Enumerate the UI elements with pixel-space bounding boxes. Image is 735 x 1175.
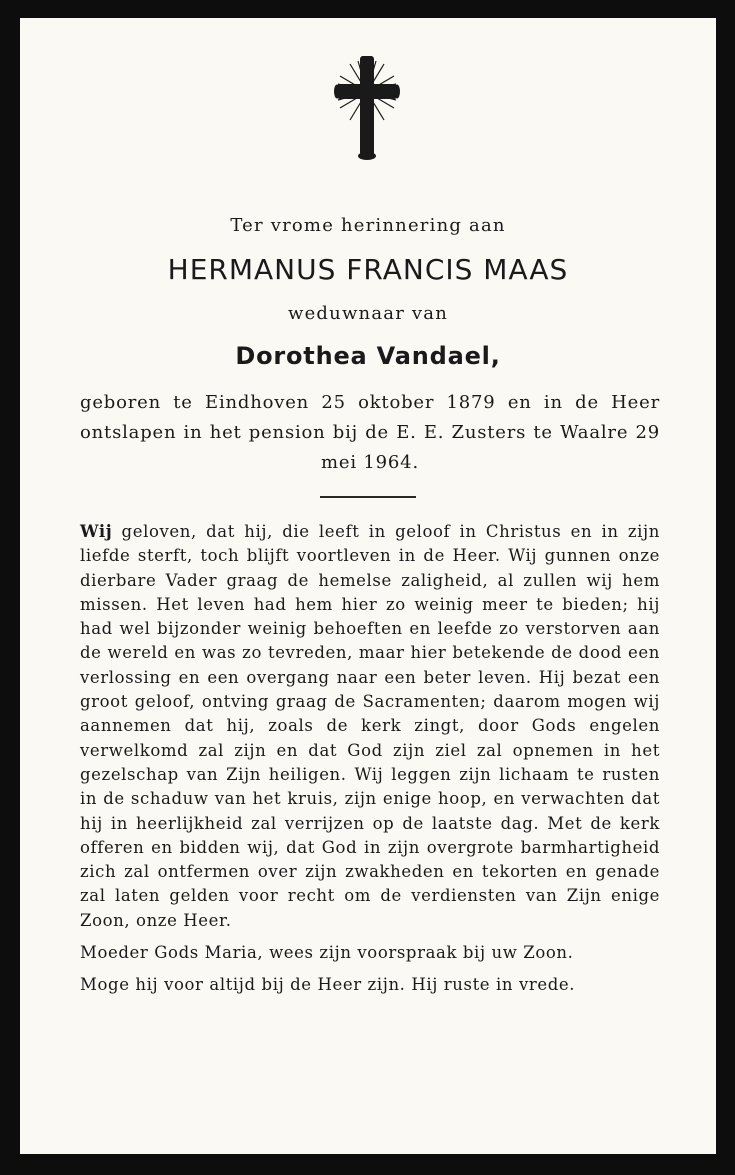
memorial-text xyxy=(80,520,660,1006)
paragraph-2: Moeder Gods Maria, wees zijn voorspraak bij uw Zoon. xyxy=(80,943,574,963)
paragraph-3: Moge hij voor altijd bij de Heer zijn. Hij ruste in vrede. xyxy=(80,975,576,995)
paragraph-1-text: geloven, dat hij, die leeft in geloof in Christus en in zijn liefde sterft, toch blijft voortleven in de Heer. Wij gunnen onze dierbare Vader graag de hemelse zaligheid, al zullen wij hem missen. Het leven had hem hier zo weinig meer te bieden; hij had wel bijzonder weinig behoeften en leefde zo verstorven aan de wereld en was zo tevreden, maar hier betekende de dood een verlossing en een overgang naar een beter leven. Hij bezat een groot geloof, ontving graag de Sacramenten; daarom mogen wij aannemen dat hij, zoals de kerk zingt, door Gods engelen verwelkomd zal zijn en dat God zijn ziel zal opnemen in het gezelschap van Zijn heiligen. Wij leggen zijn lichaam te rusten in de schaduw van het kruis, zijn enige hoop, en verwachten dat hij in heerlijkheid zal verrijzen op de laatste dag. Met de kerk offeren en bidden wij, dat God in zijn overgrote barmhartigheid zich zal ontfermen over zijn zwakheden en tekorten en genade zal laten gelden voor recht om de verdiensten van Zijn enige Zoon, onze Heer. xyxy=(80,522,660,930)
widower-line: weduwnaar van xyxy=(287,303,449,324)
header-block xyxy=(20,210,716,374)
divider xyxy=(320,496,416,498)
birth-death-text: geboren te Eindhoven 25 oktober 1879 en in de Heer ontslapen in het pension bij de E. E. Zusters te Waalre 29 mei 1964. xyxy=(80,392,660,473)
lead-word: Wij xyxy=(80,522,113,541)
mourning-card xyxy=(20,18,716,1154)
deceased-name: HERMANUS FRANCIS MAAS xyxy=(167,253,569,286)
paragraph-1 xyxy=(80,520,660,933)
spouse-name: Dorothea Vandael, xyxy=(235,342,501,370)
cross-with-rays-icon xyxy=(334,56,400,164)
intro-line: Ter vrome herinnering aan xyxy=(230,215,506,236)
